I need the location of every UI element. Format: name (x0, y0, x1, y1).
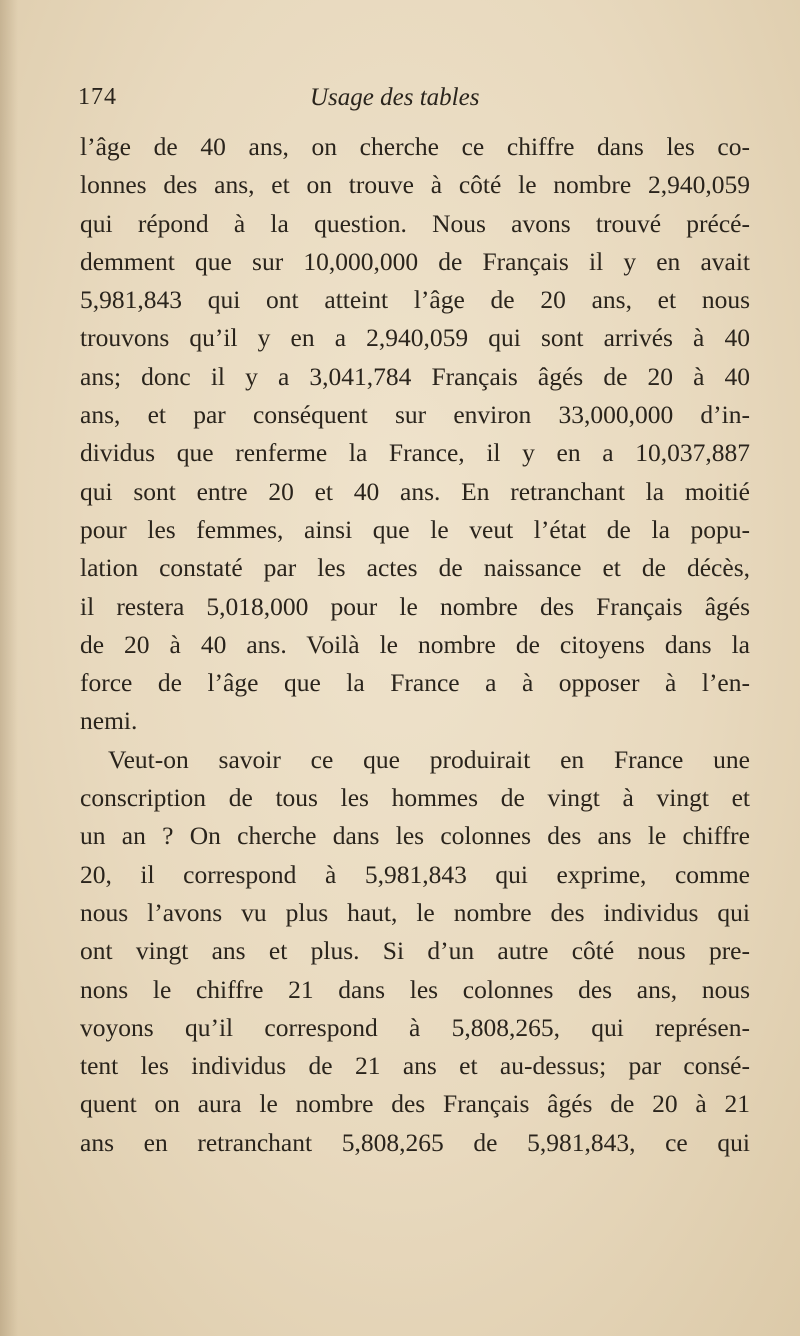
running-head: Usage des tables (310, 84, 480, 111)
text-line: dividus que renferme la France, il y en a 10,037,887 (80, 438, 750, 468)
text-line: voyons qu’il correspond à 5,808,265, qui représen- (80, 1012, 750, 1042)
text-line: quent on aura le nombre des Français âgés de 20 à 21 (80, 1089, 750, 1119)
text-line: pour les femmes, ainsi que le veut l’état de la popu- (80, 514, 750, 544)
text-line: 20, il correspond à 5,981,843 qui exprime, comme (80, 859, 750, 889)
text-line: ans, et par conséquent sur environ 33,000,000 d’in- (80, 400, 750, 430)
text-line: nous l’avons vu plus haut, le nombre des individus qui (80, 897, 750, 927)
text-line: ans; donc il y a 3,041,784 Français âgés de 20 à 40 (80, 361, 750, 391)
text-line: lation constaté par les actes de naissance et de décès, (80, 553, 750, 583)
text-line: ans en retranchant 5,808,265 de 5,981,843, ce qui (80, 1127, 750, 1157)
text-line: qui répond à la question. Nous avons trouvé précé- (80, 208, 750, 238)
body-text (80, 128, 750, 1162)
text-line: force de l’âge que la France a à opposer à l’en- (80, 668, 750, 698)
page-number: 174 (78, 84, 117, 110)
text-line: tent les individus de 21 ans et au-dessus; par consé- (80, 1051, 750, 1081)
text-line: un an ? On cherche dans les colonnes des ans le chiffre (80, 821, 750, 851)
text-line: 5,981,843 qui ont atteint l’âge de 20 ans, et nous (80, 285, 750, 315)
text-line: trouvons qu’il y en a 2,940,059 qui sont arrivés à 40 (80, 323, 750, 353)
text-line: ont vingt ans et plus. Si d’un autre côté nous pre- (80, 936, 750, 966)
paragraph-start-line: Veut-on savoir ce que produirait en France une (108, 744, 750, 774)
text-line: il restera 5,018,000 pour le nombre des Français âgés (80, 591, 750, 621)
text-line: demment que sur 10,000,000 de Français il y en avait (80, 246, 750, 276)
page-edge-shadow (0, 0, 18, 1336)
text-line: nons le chiffre 21 dans les colonnes des ans, nous (80, 974, 750, 1004)
text-line: qui sont entre 20 et 40 ans. En retranchant la moitié (80, 476, 750, 506)
text-line: de 20 à 40 ans. Voilà le nombre de citoyens dans la (80, 629, 750, 659)
text-line: nemi. (80, 706, 138, 736)
text-line: conscription de tous les hommes de vingt à vingt et (80, 783, 750, 813)
text-line: lonnes des ans, et on trouve à côté le nombre 2,940,059 (80, 170, 750, 200)
page-header (78, 84, 738, 120)
text-line: l’âge de 40 ans, on cherche ce chiffre dans les co- (80, 132, 750, 161)
